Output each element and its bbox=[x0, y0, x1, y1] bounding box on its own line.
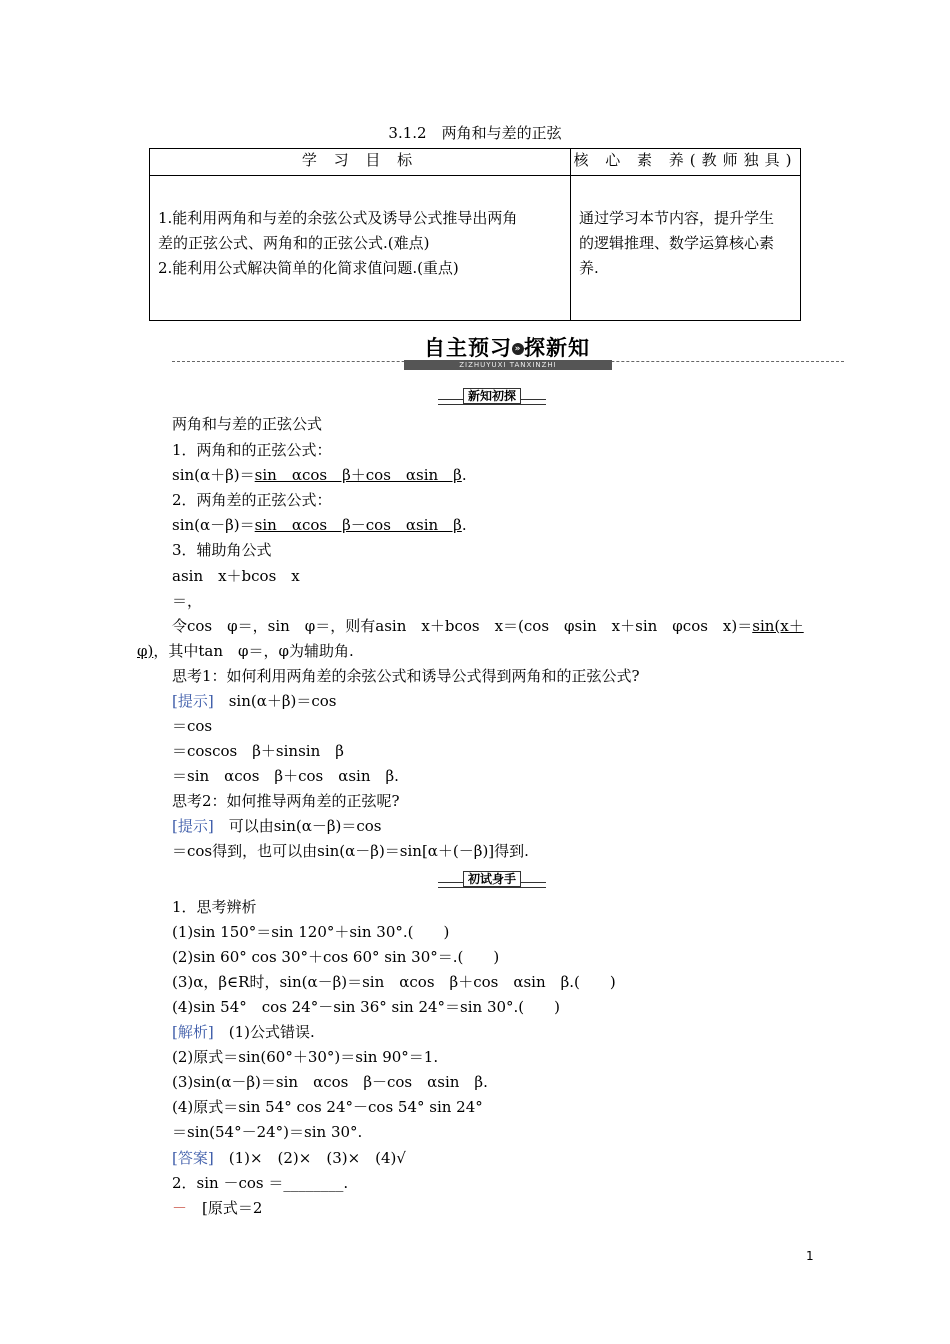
exercise-line: (1)sin 150°＝sin 120°＋sin 30°.( ) bbox=[172, 923, 450, 941]
analysis-label: [解析] bbox=[172, 1023, 214, 1041]
text-line: 2．两角差的正弦公式： bbox=[172, 491, 332, 509]
text-line: 1．两角和的正弦公式： bbox=[172, 441, 332, 459]
text-line: 1．思考辨析 bbox=[172, 898, 257, 916]
formula-line: ＝cos bbox=[172, 717, 213, 735]
formula-line: sin(α－β)＝sin αcos β－cos αsin β. bbox=[172, 516, 467, 534]
hint-label: [提示] bbox=[172, 817, 214, 835]
answer-label: [答案] bbox=[172, 1149, 214, 1167]
formula-line: ＝sin αcos β＋cos αsin β. bbox=[172, 767, 399, 785]
text-line: 两角和与差的正弦公式 bbox=[172, 415, 323, 433]
objective-line: 1.能利用两角和与差的余弦公式及诱导公式推导出两角 bbox=[158, 209, 518, 227]
competency-line: 的逻辑推理、数学运算核心素 bbox=[579, 234, 775, 252]
competency-line: 通过学习本节内容，提升学生 bbox=[579, 209, 775, 227]
answer-value: － bbox=[172, 1199, 188, 1217]
answer-blank: sin(x＋ bbox=[752, 617, 804, 635]
hint-line: [提示] 可以由sin(α－β)＝cos bbox=[172, 817, 382, 835]
double-chevron-icon: » bbox=[512, 343, 524, 355]
text-line: 3．辅助角公式 bbox=[172, 541, 272, 559]
exercise-line: (3)α，β∈R时，sin(α－β)＝sin αcos β＋cos αsin β.( ) bbox=[172, 973, 616, 991]
analysis-line: (4)原式＝sin 54° cos 24°－cos 54° sin 24° bbox=[172, 1098, 483, 1116]
page-number: 1 bbox=[806, 1249, 814, 1263]
answer-blank: sin αcos β－cos αsin β bbox=[254, 516, 462, 534]
objective-line: 2.能利用公式解决简单的化简求值问题.(重点) bbox=[158, 259, 459, 277]
objectives-table bbox=[149, 148, 801, 321]
table-header-objectives: 学 习 目 标 bbox=[150, 149, 571, 176]
answer-line: [答案] (1)× (2)× (3)× (4)√ bbox=[172, 1149, 406, 1167]
formula-line: asin x＋bcos x bbox=[172, 567, 300, 585]
formula-line: ＝， bbox=[172, 592, 203, 610]
answer-blank: sin αcos β＋cos αsin β bbox=[254, 466, 462, 484]
objectives-cell bbox=[150, 176, 571, 321]
analysis-line: (2)原式＝sin(60°＋30°)＝sin 90°＝1. bbox=[172, 1048, 439, 1066]
banner-subtitle: ZIZHUYUXI TANXINZHI bbox=[404, 360, 612, 370]
page-title: 3.1.2 两角和与差的正弦 bbox=[388, 124, 562, 142]
analysis-line: ＝sin(54°－24°)＝sin 30°. bbox=[172, 1123, 363, 1141]
section-banner bbox=[172, 332, 844, 372]
table-header-competencies: 核 心 素 养(教师独具) bbox=[571, 149, 801, 176]
tag-label: 初试身手 bbox=[463, 871, 521, 887]
formula-line: 令cos φ＝，sin φ＝，则有asin x＋bcos x＝(cos φsin x＋sin φcos x)＝sin(x＋ bbox=[172, 617, 804, 635]
answer-line: － [原式＝2 bbox=[172, 1199, 263, 1217]
hint-line: [提示] sin(α＋β)＝cos bbox=[172, 692, 337, 710]
competency-line: 养. bbox=[579, 259, 599, 277]
banner-title bbox=[412, 332, 602, 362]
analysis-line: (3)sin(α－β)＝sin αcos β－cos αsin β. bbox=[172, 1073, 488, 1091]
exercise-line: (2)sin 60° cos 30°＋cos 60° sin 30°＝.( ) bbox=[172, 948, 500, 966]
formula-line: ＝coscos β＋sinsin β bbox=[172, 742, 344, 760]
section-tag-new-knowledge bbox=[438, 387, 546, 405]
exercise-line: (4)sin 54° cos 24°－sin 36° sin 24°＝sin 30°.( ) bbox=[172, 998, 561, 1016]
banner-title-right: 探新知 bbox=[524, 336, 590, 360]
section-tag-first-try bbox=[438, 870, 546, 888]
tag-label: 新知初探 bbox=[463, 388, 521, 404]
formula-line: sin(α＋β)＝sin αcos β＋cos αsin β. bbox=[172, 466, 467, 484]
formula-line: ＝cos得到，也可以由sin(α－β)＝sin[α＋(－β)]得到. bbox=[172, 842, 529, 860]
hint-label: [提示] bbox=[172, 692, 214, 710]
question-line: 思考2：如何推导两角差的正弦呢? bbox=[172, 792, 400, 810]
objective-line: 差的正弦公式、两角和的正弦公式.(难点) bbox=[158, 234, 430, 252]
formula-line: φ)，其中tan φ＝，φ为辅助角. bbox=[137, 642, 354, 660]
banner-title-left: 自主预习 bbox=[424, 336, 512, 360]
competencies-cell bbox=[571, 176, 801, 321]
exercise-line: 2．sin －cos ＝________. bbox=[172, 1174, 349, 1192]
question-line: 思考1：如何利用两角差的余弦公式和诱导公式得到两角和的正弦公式? bbox=[172, 667, 640, 685]
answer-blank: φ) bbox=[137, 642, 154, 660]
analysis-line: [解析] (1)公式错误. bbox=[172, 1023, 315, 1041]
